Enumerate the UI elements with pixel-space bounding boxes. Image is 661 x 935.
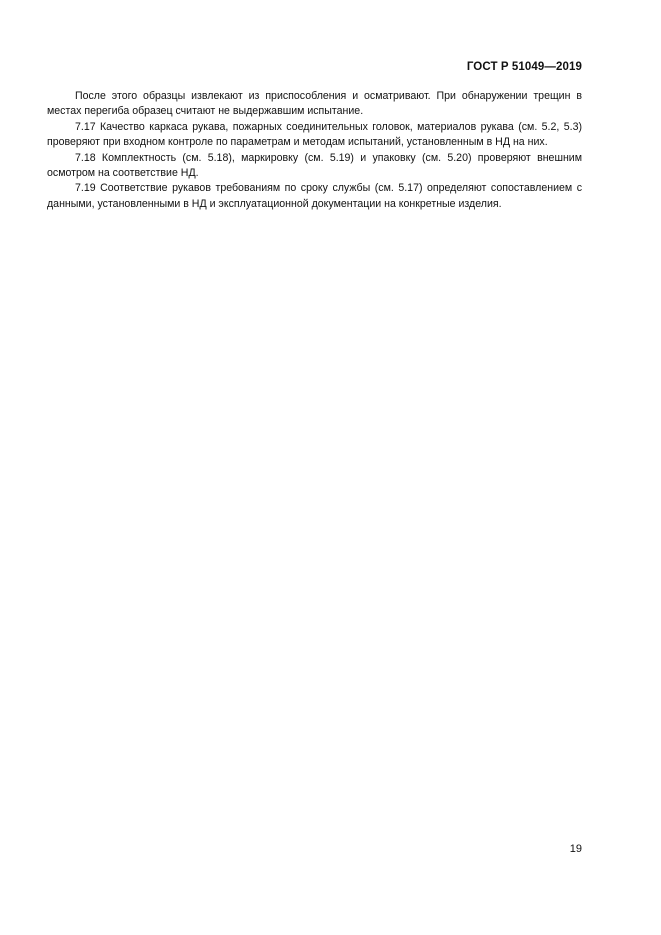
document-header: ГОСТ Р 51049—2019 [466,61,582,73]
paragraph-7-19: 7.19 Соответствие рукавов требованиям по сроку службы (см. 5.17) определяют сопоставлением с данными, установленными в НД и эксплуатационной документации на конкретные изделия. [47,182,582,210]
paragraph-7-17: 7.17 Качество каркаса рукава, пожарных соединительных головок, материалов рукава (см. 5.2, 5.3) проверяют при входном контроле по параметрам и методам испытаний, установленным в НД на них. [47,120,582,149]
paragraph-intro: После этого образцы извлекают из приспособления и осматривают. При обнаружении трещин в местах перегиба образец считают не выдержавшим испытание. [47,90,582,118]
page-number: 19 [569,843,582,855]
document-body [47,89,582,212]
paragraph-7-18: 7.18 Комплектность (см. 5.18), маркировку (см. 5.19) и упаковку (см. 5.20) проверяют внешним осмотром на соответствие НД. [47,151,582,180]
